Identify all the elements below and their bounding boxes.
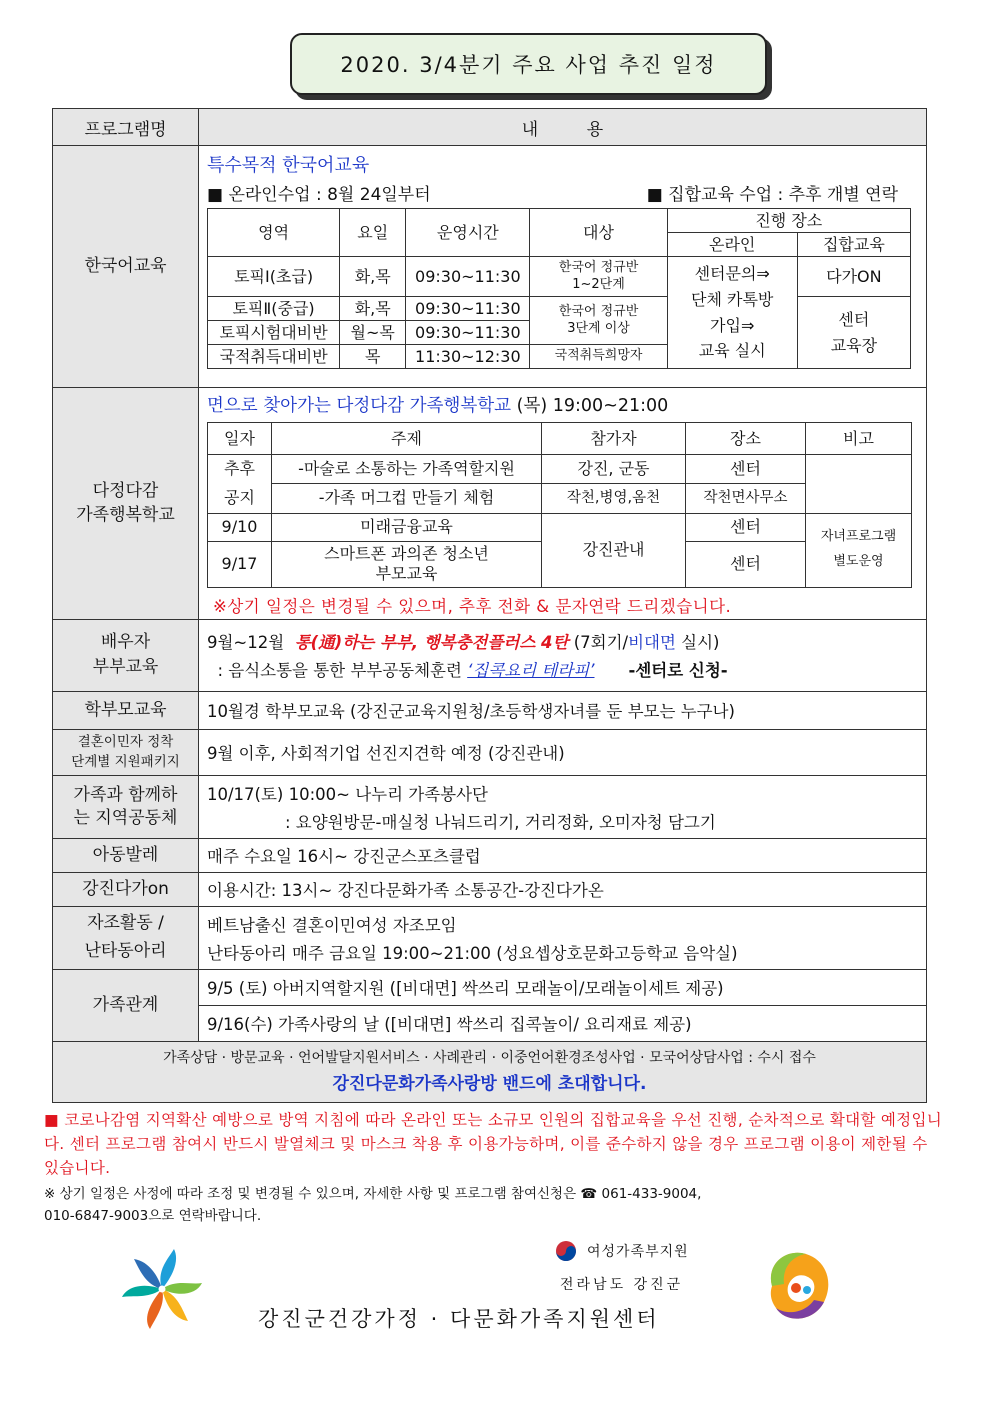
korean-col-place: 진행 장소 [667, 209, 910, 233]
family-school-warning: ※상기 일정은 변경될 수 있으며, 추후 전화 & 문자연락 드리겠습니다. [213, 596, 732, 616]
fs-date-3: 9/10 [208, 513, 272, 541]
fs-note-34: 자녀프로그램 별도운영 [806, 513, 912, 587]
couple-program-title: 통(通)하는 부부, 행복충전플러스 4탄 [294, 633, 569, 653]
couple-desc: : 음식소통을 통한 부부공동체훈련 [207, 661, 468, 681]
fs-topic-4: 스마트폰 과의존 청소년 부모교육 [272, 541, 542, 587]
sponsor-mogef [555, 1240, 689, 1262]
page-title-box [290, 33, 767, 95]
couple-content [199, 619, 927, 691]
fs-place-1: 센터 [686, 455, 806, 484]
fs-col-note: 비고 [806, 423, 912, 455]
korean-label: 한국어교육 [53, 146, 199, 388]
community-text: 10/17(토) 10:00~ 나누리 가족봉사단 [207, 784, 488, 804]
family-school-time: (목) 19:00~21:00 [511, 395, 669, 416]
couple-label: 배우자 부부교육 [53, 619, 199, 691]
sponsor-gangjin: 전라남도 강진군 [560, 1277, 684, 1293]
korean-table [207, 208, 911, 369]
ballet-label: 아동발레 [53, 838, 199, 872]
korean-online-place: 센터문의⇒ 단체 카톡방 가입⇒ 교육 실시 [667, 257, 797, 369]
family-school-label: 다정다감 가족행복학교 [53, 388, 199, 620]
couple-mode: 실시) [675, 633, 720, 653]
fs-place-3: 센터 [686, 513, 806, 541]
korean-row-time: 09:30~11:30 [406, 257, 530, 297]
fs-participants-2: 작천,병영,옴천 [542, 484, 686, 513]
contact-note: ※ 상기 일정은 사정에 따라 조정 및 변경될 수 있으며, 자세한 사항 및 프로그램 참여신청은 ☎ 061-433-9004, 010-6847-9003으로 연락바랍니다. [44, 1186, 702, 1224]
fs-date-1: 추후 공지 [208, 455, 272, 514]
korean-row-target: 한국어 정규반 1~2단계 [530, 257, 667, 297]
fs-date-4: 9/17 [208, 541, 272, 587]
self-help-label: 자조활동 / 난타동아리 [53, 906, 199, 969]
korean-row-day: 월~목 [340, 321, 406, 345]
fs-participants-1: 강진, 군동 [542, 455, 686, 484]
couple-sessions: (7회기/ [568, 633, 629, 653]
family-relation-label: 가족관계 [53, 969, 199, 1041]
korean-row-area: 토픽Ⅱ(중급) [208, 297, 340, 321]
korean-col-offline: 집합교육 [797, 233, 910, 257]
settlement-label: 결혼이민자 정착 단계별 지원패키지 [53, 729, 199, 775]
family-school-table [207, 422, 912, 588]
center-name: 강진군건강가정 · 다문화가족지원센터 [258, 1307, 660, 1331]
self-help-content [199, 906, 927, 969]
korean-row-day: 목 [340, 345, 406, 369]
center-logo-right [762, 1246, 837, 1326]
fs-place-2: 작천면사무소 [686, 484, 806, 513]
fs-topic-2: -가족 머그컵 만들기 체험 [272, 484, 542, 513]
ballet-text: 매주 수요일 16시~ 강진군스포츠클럽 [199, 838, 927, 872]
fs-col-place: 장소 [686, 423, 806, 455]
parent-edu-label: 학부모교육 [53, 691, 199, 729]
couple-untact: 비대면 [628, 633, 676, 653]
korean-col-target: 대상 [530, 209, 667, 257]
schedule-table [52, 108, 927, 1103]
korean-row-time: 09:30~11:30 [406, 321, 530, 345]
dagaon-label: 강진다가on [53, 872, 199, 906]
couple-period: 9월~12월 [207, 633, 295, 653]
family-relation-content [199, 969, 927, 1041]
korean-row-day: 화,목 [340, 257, 406, 297]
header-content: 내 용 [199, 109, 927, 146]
korean-row-time: 09:30~11:30 [406, 297, 530, 321]
footer-row [53, 1041, 927, 1102]
korean-subtitle: 특수목적 한국어교육 [207, 155, 370, 176]
korean-offline: ■ 집합교육 수업 : 추후 개별 연락 [646, 184, 898, 205]
nanta-text: 난타동아리 매주 금요일 19:00~21:00 (성요셉상호문화고등학교 음악실) [207, 943, 738, 963]
community-label: 가족과 함께하 는 지역공동체 [53, 775, 199, 838]
fs-topic-1: -마술로 소통하는 가족역할지원 [272, 455, 542, 484]
footer-services: 가족상담 · 방문교육 · 언어발달지원서비스 · 사례관리 · 이중언어환경조성사업 · 모국어상담사업 : 수시 접수 [163, 1049, 816, 1066]
center-logo-left [120, 1247, 205, 1332]
korean-row-area: 토픽시험대비반 [208, 321, 340, 345]
korean-col-day: 요일 [340, 209, 406, 257]
couple-apply: -센터로 신청- [628, 661, 728, 681]
fs-note-1 [806, 455, 912, 514]
korean-row-area: 국적취득대비반 [208, 345, 340, 369]
family-relation-text-2: 9/16(수) 가족사랑의 날 ([비대면] 싹쓰리 집콕놀이/ 요리재료 제공) [207, 1015, 692, 1035]
fs-place-4: 센터 [686, 541, 806, 587]
dagaon-text: 이용시간: 13시~ 강진다문화가족 소통공간-강진다가온 [199, 872, 927, 906]
community-text-2: : 요양원방문-매실청 나눠드리기, 거리정화, 오미자청 담그기 [285, 812, 716, 832]
sponsor-mogef-text: 여성가족부지원 [587, 1244, 689, 1260]
korean-col-online: 온라인 [667, 233, 797, 257]
korean-row-time: 11:30~12:30 [406, 345, 530, 369]
parent-edu-text: 10월경 학부모교육 (강진군교육지원청/초등학생자녀를 둔 부모는 누구나) [199, 691, 927, 729]
covid-notice: ■ 코로나감염 지역확산 예방으로 방역 지침에 따라 온라인 또는 소규모 인원의 집합교육을 우선 진행, 순차적으로 확대할 예정입니다. 센터 프로그램 참여시 반드시 발열체크 및 마스크 착용 후 이용가능하며, 이를 준수하지 않을 경우 프로그램 이용이 제한될 수 있습니다. [44, 1111, 943, 1177]
self-help-text: 베트남출신 결혼이민여성 자조모임 [207, 915, 457, 935]
korean-col-time: 운영시간 [406, 209, 530, 257]
taegeuk-icon [555, 1240, 577, 1262]
page-title: 2020. 3/4분기 주요 사업 추진 일정 [340, 53, 717, 77]
settlement-text: 9월 이후, 사회적기업 선진지견학 예정 (강진관내) [199, 729, 927, 775]
korean-row-area: 토픽Ⅰ(초급) [208, 257, 340, 297]
family-school-content [199, 388, 927, 620]
header-program: 프로그램명 [53, 109, 199, 146]
fs-col-topic: 주제 [272, 423, 542, 455]
korean-online: ■ 온라인수업 : 8월 24일부터 [207, 184, 431, 205]
korean-row-target: 국적취득희망자 [530, 345, 667, 369]
fs-col-date: 일자 [208, 423, 272, 455]
community-content [199, 775, 927, 838]
korean-row-day: 화,목 [340, 297, 406, 321]
fs-topic-3: 미래금융교육 [272, 513, 542, 541]
korean-offline-place-1: 다가ON [797, 257, 910, 297]
korean-offline-place-2: 센터 교육장 [797, 297, 910, 369]
fs-col-participants: 참가자 [542, 423, 686, 455]
korean-col-area: 영역 [208, 209, 340, 257]
korean-row-target: 한국어 정규반 3단계 이상 [530, 297, 667, 345]
fs-participants-34: 강진관내 [542, 513, 686, 587]
family-school-subtitle: 면으로 찾아가는 다정다감 가족행복학교 [207, 395, 512, 416]
footer-band-invite: 강진다문화가족사랑방 밴드에 초대합니다. [332, 1073, 647, 1094]
korean-content [199, 146, 927, 388]
couple-therapy: ‘집콕요리 테라피’ [467, 661, 595, 681]
family-relation-text-1: 9/5 (토) 아버지역할지원 ([비대면] 싹쓰리 모래놀이/모래놀이세트 제공) [199, 970, 926, 1006]
